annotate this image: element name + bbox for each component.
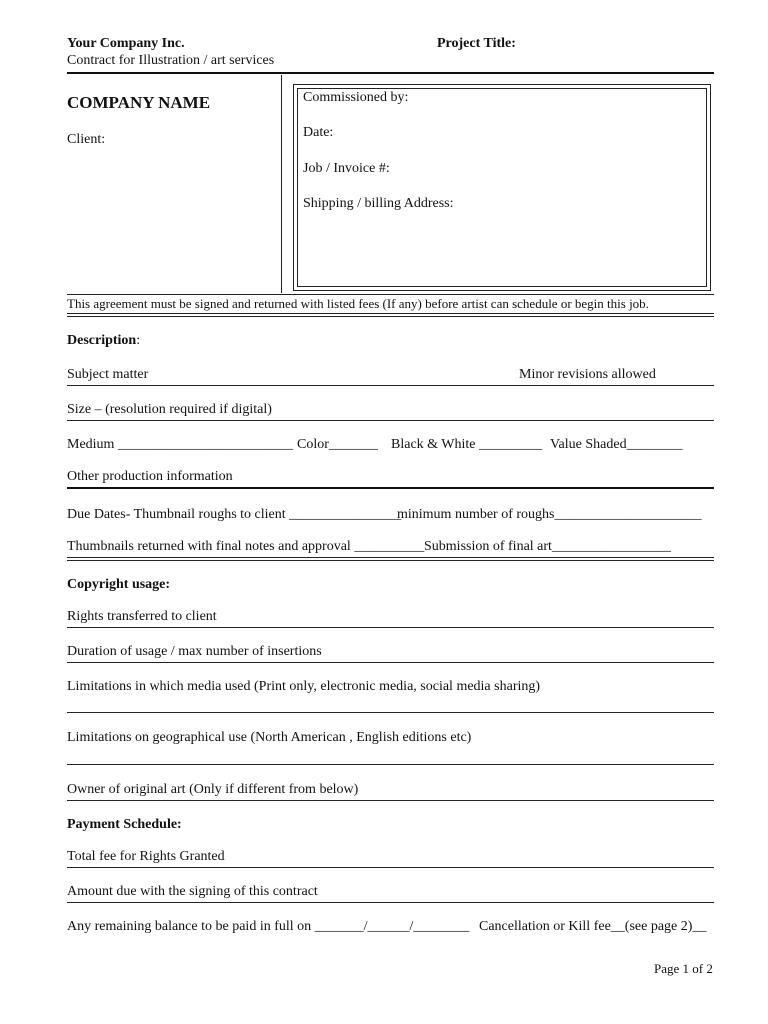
rights-transferred-rule	[67, 627, 714, 628]
company-name: COMPANY NAME	[67, 93, 211, 112]
address-label: Shipping / billing Address:	[303, 196, 454, 211]
amount-due-rule	[67, 902, 714, 903]
rights-transferred-label: Rights transferred to client	[67, 609, 217, 624]
amount-due-label: Amount due with the signing of this contract	[67, 884, 318, 899]
description-heading-colon: :	[136, 333, 141, 348]
kill-fee-field: Cancellation or Kill fee__(see page 2)__	[479, 919, 707, 934]
contract-subtitle: Contract for Illustration / art services	[67, 53, 275, 68]
date-label: Date:	[303, 125, 334, 140]
owner-original-rule	[67, 800, 714, 801]
media-limits-label: Limitations in which media used (Print only, electronic media, social media sharing)	[67, 679, 541, 694]
geo-limits-rule	[67, 764, 714, 765]
geo-limits-label: Limitations on geographical use (North American , English editions etc)	[67, 730, 472, 745]
value-shaded-field: Value Shaded________	[550, 437, 683, 452]
submission-final-field: Submission of final art_________________	[424, 539, 671, 554]
remaining-balance-field: Any remaining balance to be paid in full on _______/______/________	[67, 919, 470, 934]
agreement-note: This agreement must be signed and returned with listed fees (If any) before artist can schedule or begin this job.	[67, 296, 649, 311]
medium-field: Medium _________________________	[67, 437, 293, 452]
min-roughs-field: minimum number of roughs_____________________	[397, 507, 702, 522]
company-title: Your Company Inc.	[67, 36, 185, 51]
commission-box	[293, 84, 711, 291]
media-limits-rule	[67, 712, 714, 713]
header-rule	[67, 72, 714, 74]
description-heading-text: Description	[67, 333, 137, 348]
owner-original-label: Owner of original art (Only if different from below)	[67, 782, 359, 797]
subject-matter-rule	[67, 385, 714, 386]
color-field: Color_______	[297, 437, 378, 452]
subject-matter-label: Subject matter	[67, 367, 149, 382]
description-heading	[67, 333, 140, 349]
size-rule	[67, 420, 714, 421]
thumbnail-roughs-field: Due Dates- Thumbnail roughs to client ________________	[67, 507, 402, 522]
page-number: Page 1 of 2	[654, 961, 713, 976]
total-fee-label: Total fee for Rights Granted	[67, 849, 225, 864]
client-label: Client:	[67, 132, 106, 147]
other-production-label: Other production information	[67, 469, 233, 484]
commission-box-inner	[297, 88, 707, 287]
duration-rule	[67, 662, 714, 663]
due-dates-rule	[67, 557, 714, 561]
duration-label: Duration of usage / max number of insertions	[67, 644, 322, 659]
size-label: Size – (resolution required if digital)	[67, 402, 272, 417]
project-title-label: Project Title:	[437, 36, 516, 51]
agreement-top-rule	[67, 294, 714, 295]
total-fee-rule	[67, 867, 714, 868]
agreement-bottom-rule	[67, 313, 714, 317]
commissioned-by-label: Commissioned by:	[303, 90, 409, 105]
block-divider	[281, 75, 282, 293]
other-production-rule	[67, 487, 714, 489]
minor-revisions-label: Minor revisions allowed	[519, 367, 656, 382]
thumbnails-returned-field: Thumbnails returned with final notes and approval __________	[67, 539, 425, 554]
black-white-field: Black & White _________	[391, 437, 542, 452]
payment-heading: Payment Schedule:	[67, 817, 182, 832]
job-invoice-label: Job / Invoice #:	[303, 161, 390, 176]
copyright-heading: Copyright usage:	[67, 577, 171, 592]
